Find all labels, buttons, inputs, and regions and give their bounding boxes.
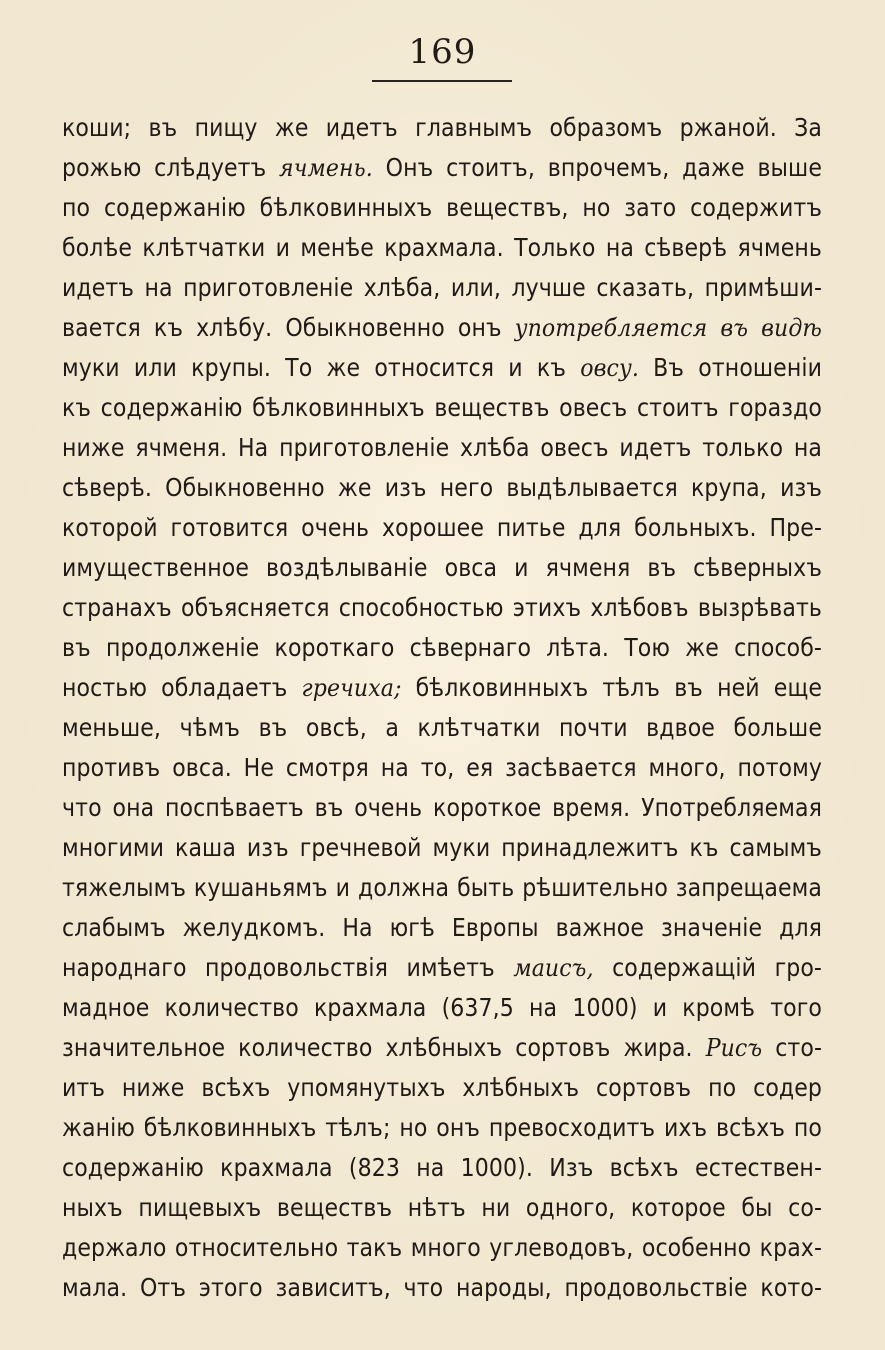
text-line bbox=[62, 868, 822, 908]
text-line bbox=[62, 628, 822, 668]
italic-term: овсу. bbox=[580, 353, 639, 382]
text-run: которой готовится очень хорошее питье для больныхъ. Пре- bbox=[62, 513, 822, 542]
text-line bbox=[62, 1068, 822, 1108]
text-line bbox=[62, 1108, 822, 1148]
italic-term: маисъ, bbox=[513, 953, 594, 982]
text-line bbox=[62, 1228, 822, 1268]
text-line bbox=[62, 348, 822, 388]
text-run: меньше, чѣмъ въ овсѣ, а клѣтчатки почти вдвое больше bbox=[62, 713, 822, 742]
page-number-rule bbox=[372, 80, 512, 82]
italic-term: употребляется въ видѣ bbox=[514, 313, 822, 342]
text-run: содержанію крахмала (823 на 1000). Изъ всѣхъ естествен- bbox=[62, 1153, 822, 1182]
text-line bbox=[62, 748, 822, 788]
text-run: значительное количество хлѣбныхъ сортовъ жира. bbox=[62, 1033, 706, 1062]
text-run: многими каша изъ гречневой муки принадлежитъ къ самымъ bbox=[62, 833, 822, 862]
text-run: вается къ хлѣбу. Обыкновенно онъ bbox=[62, 313, 515, 342]
text-run: сто- bbox=[762, 1033, 822, 1062]
text-line bbox=[62, 388, 822, 428]
text-run: идетъ на приготовленіе хлѣба, или, лучше сказать, примѣши- bbox=[62, 273, 822, 302]
text-run: мадное количество крахмала (637,5 на 1000) и кромѣ того bbox=[62, 993, 822, 1022]
italic-term: гречиха; bbox=[301, 673, 402, 702]
text-line bbox=[62, 988, 822, 1028]
text-line bbox=[62, 588, 822, 628]
text-run: болѣе клѣтчатки и менѣе крахмала. Только на сѣверѣ ячмень bbox=[62, 233, 822, 262]
text-run: слабымъ желудкомъ. На югѣ Европы важное значеніе для bbox=[62, 913, 822, 942]
text-line bbox=[62, 828, 822, 868]
text-line bbox=[62, 788, 822, 828]
text-run: Въ отношеніи bbox=[638, 353, 822, 382]
italic-term: ячмень. bbox=[279, 153, 373, 182]
page-number: 169 bbox=[408, 32, 477, 72]
text-line bbox=[62, 708, 822, 748]
text-run: жанію бѣлковинныхъ тѣлъ; но онъ превосходитъ ихъ всѣхъ по bbox=[62, 1113, 822, 1142]
text-run: по содержанію бѣлковинныхъ веществъ, но зато содержитъ bbox=[62, 193, 822, 222]
text-line bbox=[62, 1268, 822, 1308]
italic-term: Рисъ bbox=[705, 1033, 763, 1062]
text-run: что она поспѣваетъ въ очень короткое время. Употребляемая bbox=[62, 793, 822, 822]
text-run: Онъ стоитъ, впрочемъ, даже выше bbox=[372, 153, 822, 182]
text-line bbox=[62, 1188, 822, 1228]
text-line bbox=[62, 508, 822, 548]
text-run: рожью слѣдуетъ bbox=[62, 153, 280, 182]
text-line bbox=[62, 668, 822, 708]
text-line bbox=[62, 188, 822, 228]
text-run: ниже ячменя. На приготовленіе хлѣба овесъ идетъ только на bbox=[62, 433, 822, 462]
text-line bbox=[62, 148, 822, 188]
text-run: въ продолженіе короткаго сѣвернаго лѣта. Тою же способ- bbox=[62, 633, 822, 662]
text-run: имущественное воздѣлываніе овса и ячменя въ сѣверныхъ bbox=[62, 553, 822, 582]
text-line bbox=[62, 908, 822, 948]
text-line bbox=[62, 228, 822, 268]
text-line bbox=[62, 548, 822, 588]
text-line bbox=[62, 428, 822, 468]
text-line bbox=[62, 1148, 822, 1188]
text-run: мала. Отъ этого зависитъ, что народы, продовольствіе кото- bbox=[62, 1273, 822, 1302]
text-line bbox=[62, 1028, 822, 1068]
body-text bbox=[62, 108, 822, 1308]
text-line bbox=[62, 268, 822, 308]
text-line bbox=[62, 468, 822, 508]
text-run: ныхъ пищевыхъ веществъ нѣтъ ни одного, которое бы со- bbox=[62, 1193, 822, 1222]
text-run: сѣверѣ. Обыкновенно же изъ него выдѣлывается крупа, изъ bbox=[62, 473, 822, 502]
text-run: итъ ниже всѣхъ упомянутыхъ хлѣбныхъ сортовъ по содер bbox=[62, 1073, 822, 1102]
text-run: народнаго продовольствія имѣетъ bbox=[62, 953, 514, 982]
text-run: тяжелымъ кушаньямъ и должна быть рѣшительно запрещаема bbox=[62, 873, 822, 902]
text-line bbox=[62, 308, 822, 348]
text-run: бѣлковинныхъ тѣлъ въ ней еще bbox=[401, 673, 822, 702]
text-line bbox=[62, 948, 822, 988]
text-run: къ содержанію бѣлковинныхъ веществъ овесъ стоитъ гораздо bbox=[62, 393, 822, 422]
text-run: держало относительно такъ много углеводовъ, особенно крах- bbox=[62, 1233, 822, 1262]
text-run: содержащій гро- bbox=[593, 953, 822, 982]
text-run: противъ овса. Не смотря на то, ея засѣвается много, потому bbox=[62, 753, 822, 782]
text-run: коши; въ пищу же идетъ главнымъ образомъ ржаной. За bbox=[62, 113, 822, 142]
text-run: странахъ объясняется способностью этихъ хлѣбовъ вызрѣвать bbox=[62, 593, 822, 622]
text-run: ностью обладаетъ bbox=[62, 673, 302, 702]
text-run: муки или крупы. То же относится и къ bbox=[62, 353, 581, 382]
text-line bbox=[62, 108, 822, 148]
